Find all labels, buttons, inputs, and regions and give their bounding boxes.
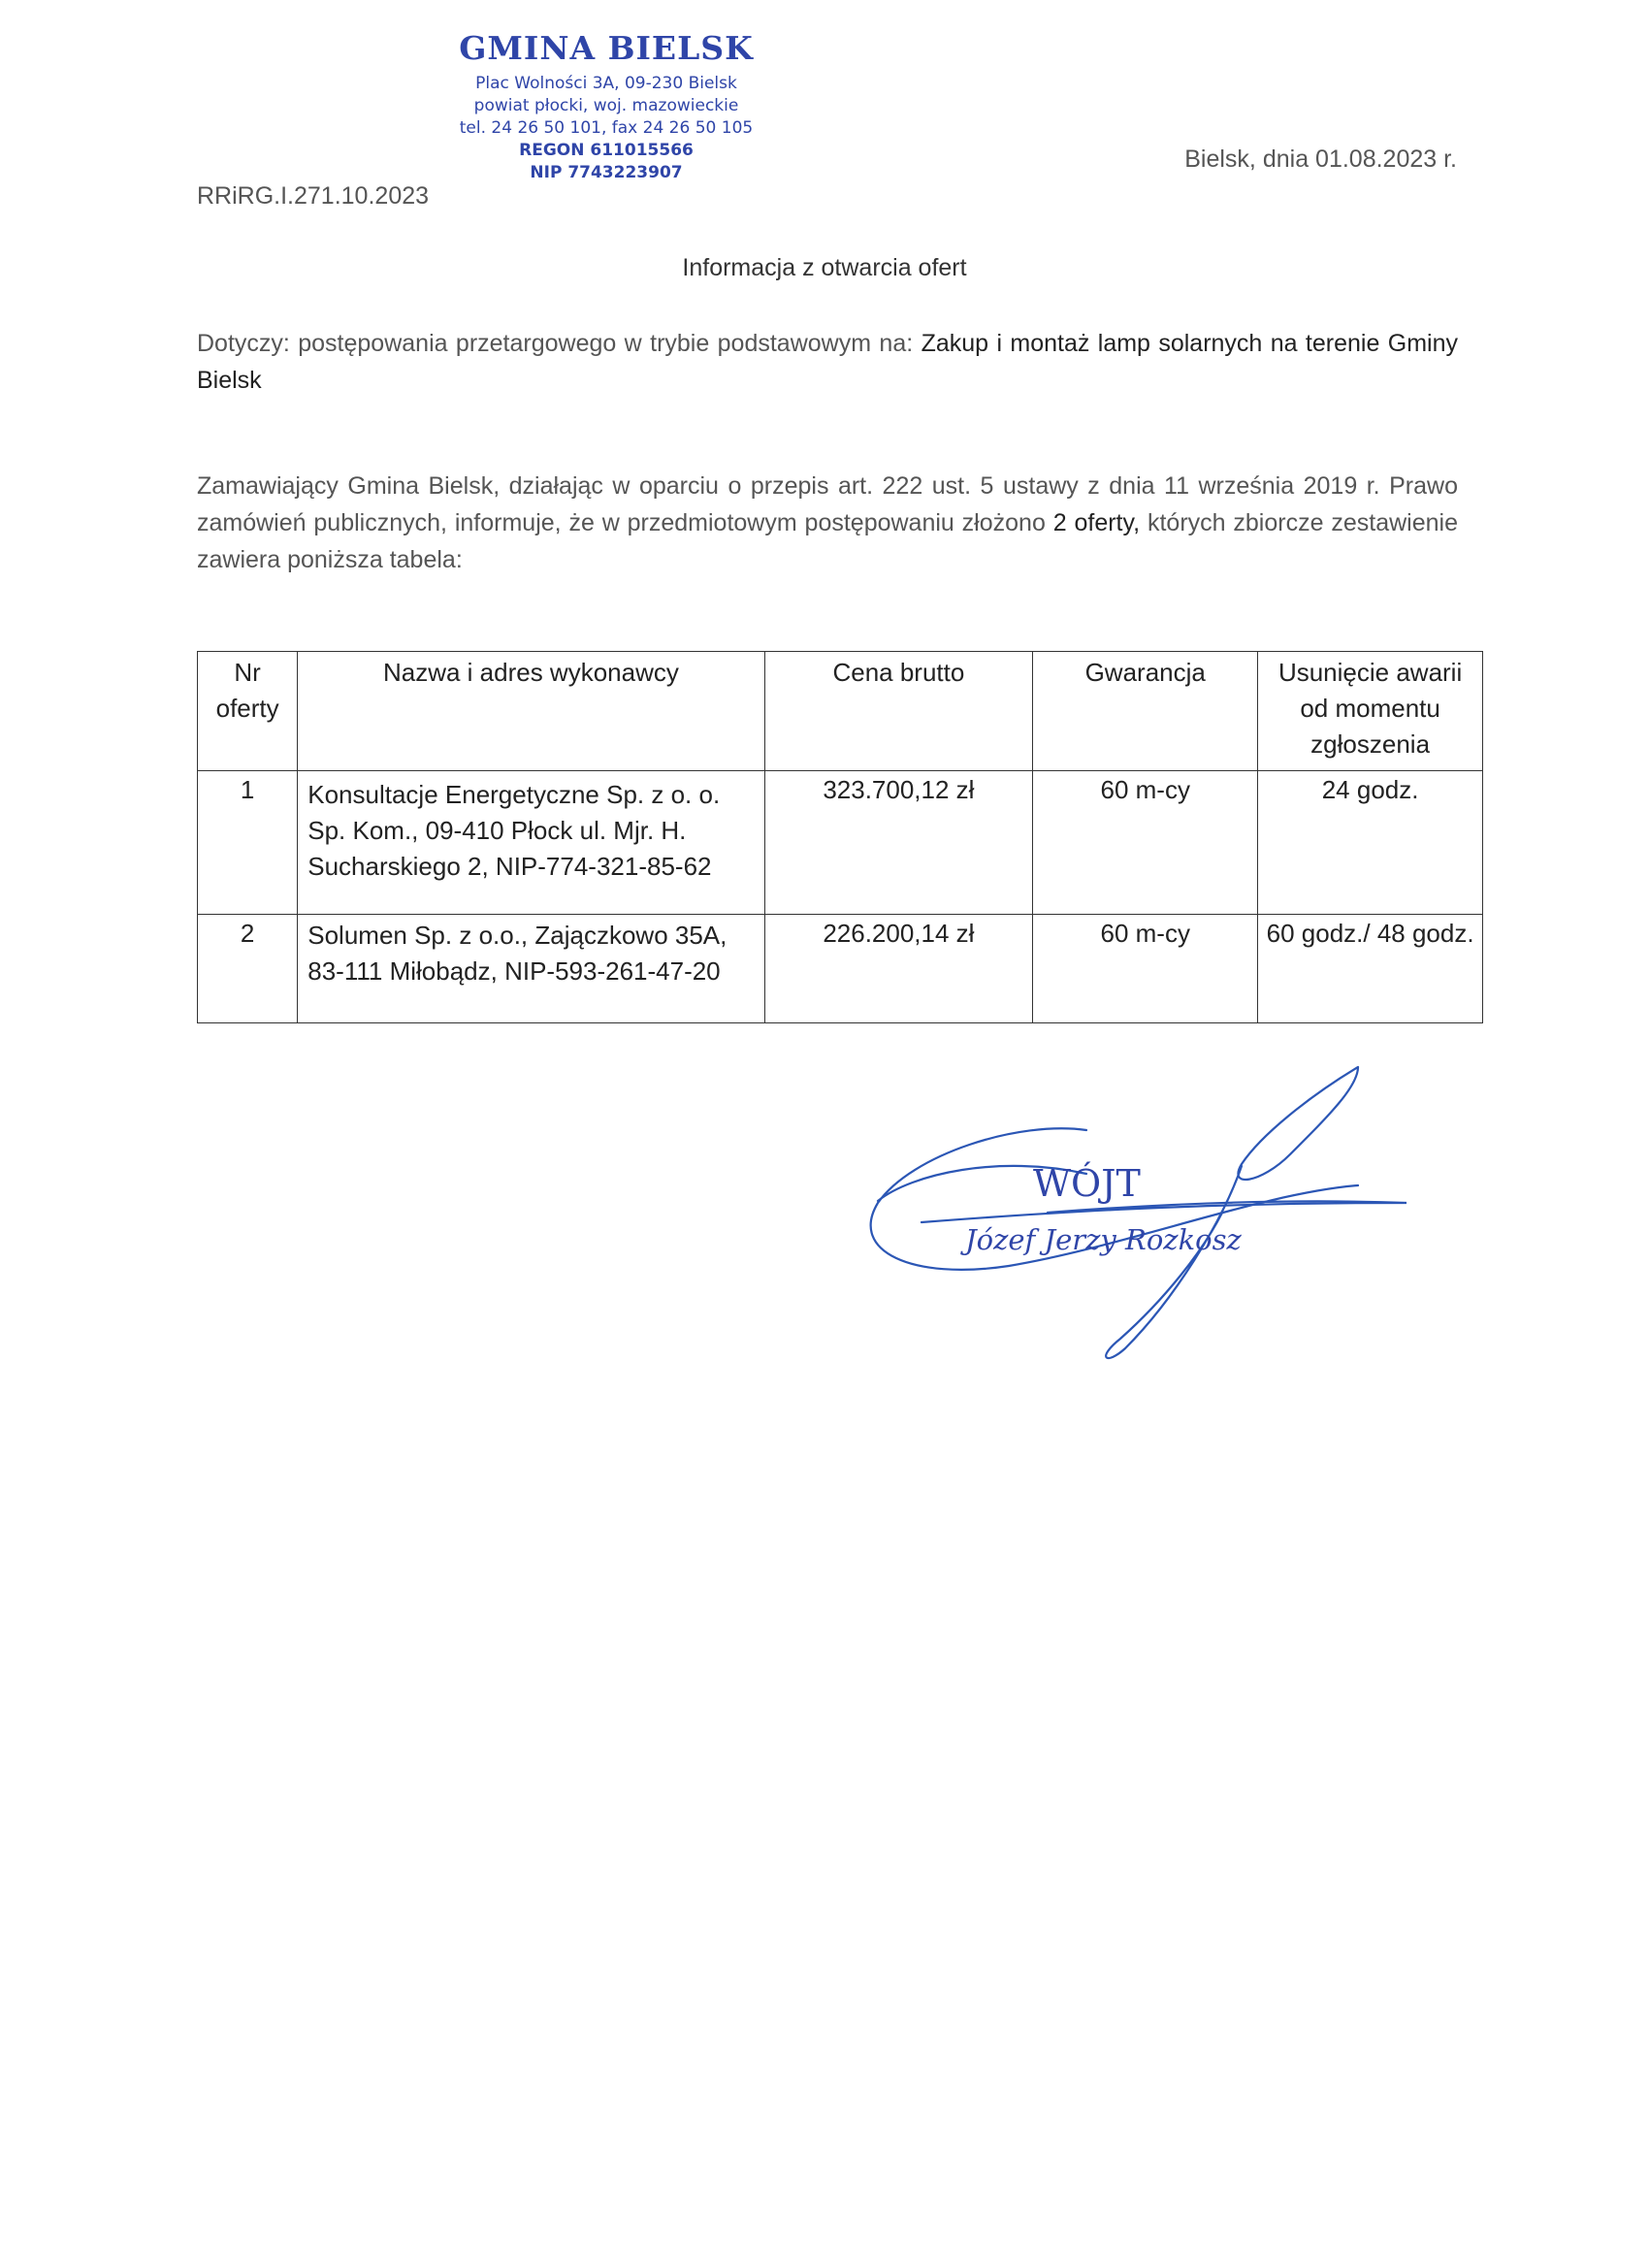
- stamp-address: Plac Wolności 3A, 09-230 Bielsk: [475, 74, 737, 93]
- stamp-phone: tel. 24 26 50 101, fax 24 26 50 105: [459, 118, 754, 138]
- header-contractor: Nazwa i adres wykonawcy: [298, 652, 764, 771]
- stamp-region: powiat płocki, woj. mazowieckie: [473, 96, 739, 115]
- offer-count: 2 oferty,: [1052, 509, 1141, 536]
- official-stamp: [446, 29, 766, 184]
- offer-number: 1: [198, 771, 298, 915]
- subject-prefix: Dotyczy: postępowania przetargowego w trybie podstawowym na:: [197, 330, 914, 357]
- offer-repair-time: 24 godz.: [1258, 771, 1483, 915]
- contractor-name: Konsultacje Energetyczne Sp. z o. o. Sp. Kom., 09-410 Płock ul. Mjr. H. Sucharskiego 2, NIP-774-321-85-62: [298, 771, 764, 915]
- offers-table: [197, 651, 1483, 1023]
- contractor-name: Solumen Sp. z o.o., Zajączkowo 35A, 83-111 Miłobądz, NIP-593-261-47-20: [298, 915, 764, 1023]
- header-offer-number: Nr oferty: [198, 652, 298, 771]
- stamp-name: GMINA BIELSK: [459, 29, 754, 67]
- offer-price: 323.700,12 zł: [764, 771, 1033, 915]
- signature-name: Józef Jerzy Rozkosz: [965, 1223, 1242, 1256]
- signature-scribble: [871, 1067, 1406, 1358]
- subject-paragraph: [197, 325, 1458, 399]
- header-warranty: Gwarancja: [1033, 652, 1258, 771]
- stamp-regon: REGON 611015566: [519, 141, 694, 160]
- case-number: RRiRG.I.271.10.2023: [197, 182, 430, 210]
- body-text-1: Zamawiający Gmina Bielsk, działając w oparciu o przepis art. 222 ust. 5 ustawy z dnia 11 września 2019 r. Prawo zamówień publicznych, informuje, że w przedmiotowym postępowaniu złożono: [197, 472, 1458, 536]
- signature-title: WÓJT: [1033, 1162, 1141, 1205]
- offer-repair-time: 60 godz./ 48 godz.: [1258, 915, 1483, 1023]
- document-title: Informacja z otwarcia ofert: [682, 254, 967, 281]
- subject-name: Zakup i montaż lamp solarnych na terenie Gminy Bielsk: [197, 330, 1458, 394]
- body-paragraph: [197, 468, 1458, 578]
- header-price: Cena brutto: [764, 652, 1033, 771]
- signature: [854, 1057, 1416, 1368]
- header-repair-time: Usunięcie awarii od momentu zgłoszenia: [1258, 652, 1483, 771]
- table-header-row: [198, 652, 1483, 771]
- document-date: Bielsk, dnia 01.08.2023 r.: [1184, 146, 1457, 173]
- offer-warranty: 60 m-cy: [1033, 915, 1258, 1023]
- body-text-2: których zbiorcze zestawienie zawiera poniższa tabela:: [197, 509, 1458, 573]
- table-row: [198, 915, 1483, 1023]
- stamp-nip: NIP 7743223907: [530, 163, 683, 182]
- offer-warranty: 60 m-cy: [1033, 771, 1258, 915]
- offer-number: 2: [198, 915, 298, 1023]
- offer-price: 226.200,14 zł: [764, 915, 1033, 1023]
- table-row: [198, 771, 1483, 915]
